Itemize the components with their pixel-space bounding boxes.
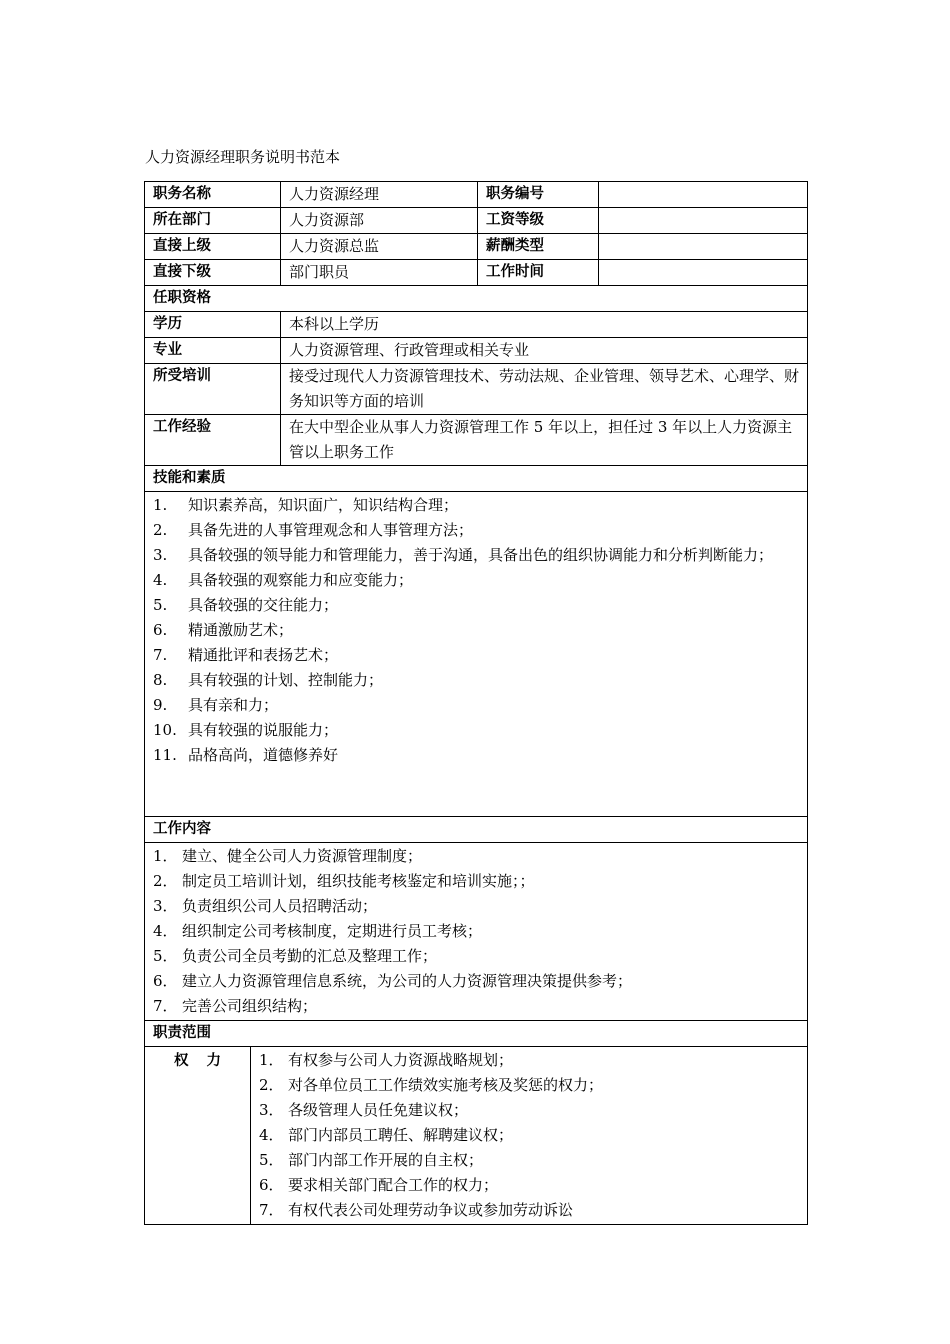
item-text: 负责组织公司人员招聘活动； [182, 897, 378, 915]
work-heading: 工作内容 [145, 817, 808, 843]
item-text: 有权参与公司人力资源战略规划； [288, 1051, 514, 1069]
item-text: 完善公司组织结构； [182, 997, 318, 1015]
basic-label: 职务编号 [478, 182, 599, 208]
section-heading-row [145, 817, 808, 843]
list-item [153, 593, 799, 618]
list-item [153, 493, 799, 518]
item-number: 3. [153, 546, 168, 564]
basic-value [599, 234, 808, 260]
item-text: 制定员工培训计划，组织技能考核鉴定和培训实施；； [182, 872, 535, 890]
item-text: 精通激励艺术； [188, 621, 294, 639]
item-number: 5. [153, 596, 168, 614]
list-item [153, 969, 799, 994]
basic-value: 人力资源部 [281, 208, 478, 234]
item-text: 建立、健全公司人力资源管理制度； [182, 847, 423, 865]
basic-row [145, 234, 808, 260]
qualification-label: 专业 [145, 338, 281, 364]
list-item [259, 1198, 799, 1223]
basic-label: 工资等级 [478, 208, 599, 234]
basic-value [599, 260, 808, 286]
qualification-row [145, 364, 808, 415]
item-text: 有权代表公司处理劳动争议或参加劳动诉讼 [288, 1201, 574, 1219]
item-text: 各级管理人员任免建议权； [288, 1101, 469, 1119]
item-text: 具备较强的交往能力； [188, 596, 339, 614]
basic-value: 人力资源总监 [281, 234, 478, 260]
item-number: 3． [259, 1101, 284, 1119]
item-number: 1. [153, 496, 168, 514]
basic-label: 薪酬类型 [478, 234, 599, 260]
job-description-table [144, 181, 807, 1225]
item-number: 1． [259, 1051, 284, 1069]
list-item [153, 693, 799, 718]
item-number: 4. [153, 571, 168, 589]
section-heading-row [145, 466, 808, 492]
item-text: 组织制定公司考核制度，定期进行员工考核； [182, 922, 483, 940]
qualification-label: 工作经验 [145, 415, 281, 466]
list-item [259, 1048, 799, 1073]
list-item [153, 944, 799, 969]
list-item [153, 869, 799, 894]
qualification-value: 本科以上学历 [281, 312, 808, 338]
scope-row [145, 1047, 808, 1225]
basic-value [599, 182, 808, 208]
power-list [251, 1047, 808, 1225]
item-number: 2. [153, 521, 168, 539]
scope-heading: 职责范围 [145, 1021, 808, 1047]
item-number: 9. [153, 696, 168, 714]
item-text: 对各单位员工工作绩效实施考核及奖惩的权力； [288, 1076, 604, 1094]
work-row [145, 843, 808, 1021]
basic-label: 工作时间 [478, 260, 599, 286]
item-number: 7． [259, 1201, 284, 1219]
section-heading-row [145, 1021, 808, 1047]
list-item [153, 568, 799, 593]
item-number: 6. [153, 621, 168, 639]
list-item [153, 718, 799, 743]
basic-value: 人力资源经理 [281, 182, 478, 208]
item-text: 具备较强的观察能力和应变能力； [188, 571, 414, 589]
item-number: 4． [153, 922, 178, 940]
basic-row [145, 208, 808, 234]
item-text: 知识素养高，知识面广，知识结构合理； [188, 496, 459, 514]
list-item [153, 643, 799, 668]
item-number: 6． [153, 972, 178, 990]
item-number: 7． [153, 997, 178, 1015]
qualification-heading: 任职资格 [145, 286, 808, 312]
item-number: 8. [153, 671, 168, 689]
item-text: 具备先进的人事管理观念和人事管理方法； [188, 521, 474, 539]
basic-row [145, 260, 808, 286]
item-text: 建立人力资源管理信息系统，为公司的人力资源管理决策提供参考； [182, 972, 633, 990]
item-number: 6． [259, 1176, 284, 1194]
list-item [153, 844, 799, 869]
item-number: 5． [259, 1151, 284, 1169]
list-item [259, 1148, 799, 1173]
list-item [153, 518, 799, 543]
list-item [153, 543, 799, 568]
item-text: 具有较强的计划、控制能力； [188, 671, 384, 689]
item-number: 2． [153, 872, 178, 890]
section-heading-row [145, 286, 808, 312]
item-number: 5． [153, 947, 178, 965]
item-text: 具有亲和力； [188, 696, 279, 714]
list-item [153, 894, 799, 919]
item-text: 要求相关部门配合工作的权力； [288, 1176, 499, 1194]
basic-label: 职务名称 [145, 182, 281, 208]
list-item [153, 994, 799, 1019]
item-number: 4． [259, 1126, 284, 1144]
qualification-label: 学历 [145, 312, 281, 338]
item-number: 2． [259, 1076, 284, 1094]
item-text: 负责公司全员考勤的汇总及整理工作； [182, 947, 438, 965]
qualification-row [145, 338, 808, 364]
list-item [259, 1173, 799, 1198]
basic-value [599, 208, 808, 234]
list-item [259, 1098, 799, 1123]
power-label-char: 力 [206, 1053, 221, 1069]
basic-row [145, 182, 808, 208]
power-label-char: 权 [174, 1053, 189, 1069]
list-item [259, 1123, 799, 1148]
item-number: 10. [153, 721, 177, 739]
item-text: 精通批评和表扬艺术； [188, 646, 339, 664]
item-text: 具有较强的说服能力； [188, 721, 339, 739]
basic-value: 部门职员 [281, 260, 478, 286]
list-item [153, 919, 799, 944]
skills-row [145, 492, 808, 817]
skills-list [145, 492, 808, 817]
item-text: 品格高尚，道德修养好 [188, 746, 339, 764]
qualification-row [145, 312, 808, 338]
qualification-value: 人力资源管理、行政管理或相关专业 [281, 338, 808, 364]
power-label [145, 1047, 251, 1225]
item-text: 具备较强的领导能力和管理能力，善于沟通，具备出色的组织协调能力和分析判断能力； [188, 546, 774, 564]
item-number: 7. [153, 646, 168, 664]
basic-label: 所在部门 [145, 208, 281, 234]
item-number: 11. [153, 746, 177, 764]
qualification-label: 所受培训 [145, 364, 281, 415]
basic-label: 直接下级 [145, 260, 281, 286]
skills-heading: 技能和素质 [145, 466, 808, 492]
list-item [153, 668, 799, 693]
work-list [145, 843, 808, 1021]
list-item [153, 743, 799, 768]
list-item [153, 618, 799, 643]
item-text: 部门内部员工聘任、解聘建议权； [288, 1126, 514, 1144]
document-title: 人力资源经理职务说明书范本 [145, 148, 341, 166]
item-number: 1． [153, 847, 178, 865]
item-text: 部门内部工作开展的自主权； [288, 1151, 484, 1169]
item-number: 3． [153, 897, 178, 915]
basic-label: 直接上级 [145, 234, 281, 260]
list-item [259, 1073, 799, 1098]
qualification-value: 在大中型企业从事人力资源管理工作 5 年以上，担任过 3 年以上人力资源主管以上职务工作 [281, 415, 808, 466]
qualification-value: 接受过现代人力资源管理技术、劳动法规、企业管理、领导艺术、心理学、财务知识等方面的培训 [281, 364, 808, 415]
qualification-row [145, 415, 808, 466]
